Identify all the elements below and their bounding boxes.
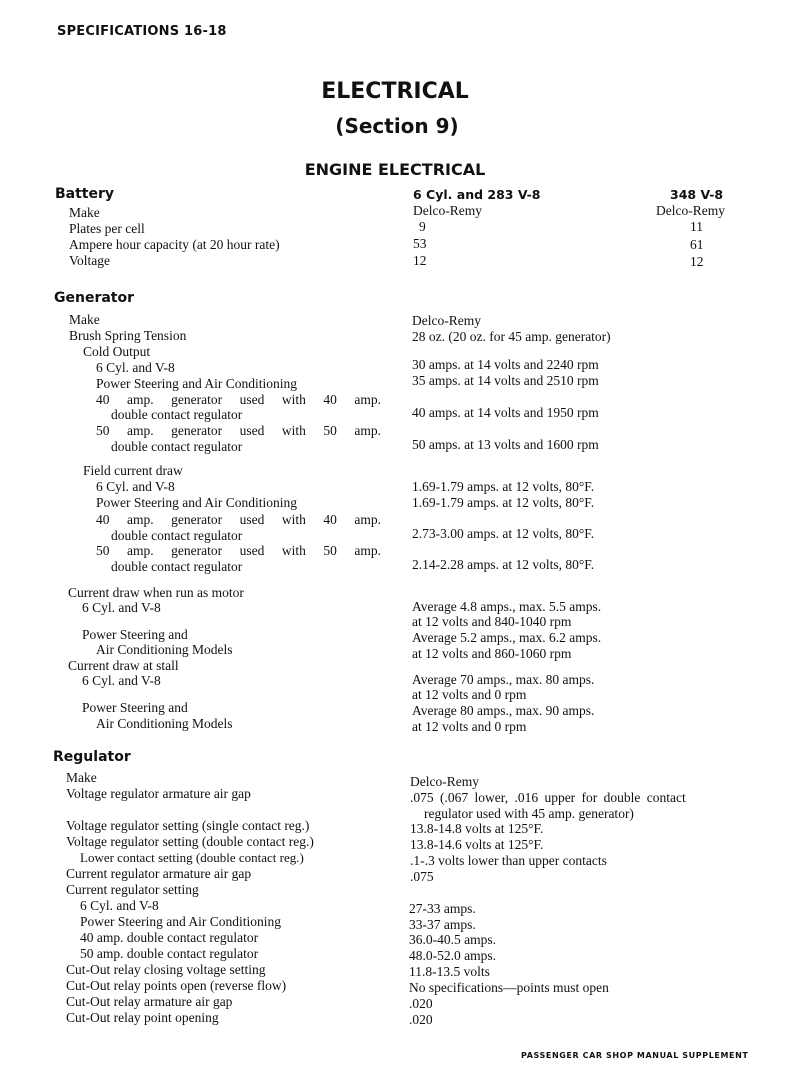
column-header-348: 348 V-8 <box>670 187 724 202</box>
battery-make-col1: Delco-Remy <box>413 203 482 218</box>
regulator-make-value: Delco-Remy <box>410 774 479 789</box>
cutout-reverse-value: No specifications—points must open <box>409 980 609 995</box>
field-current-40amp-label: 40 amp. generator used with 40 amp. <box>96 512 381 527</box>
battery-voltage-label: Voltage <box>69 253 110 268</box>
subsection-title: ENGINE ELECTRICAL <box>304 160 486 179</box>
battery-plates-label: Plates per cell <box>69 221 145 236</box>
battery-capacity-col2: 61 <box>690 237 704 252</box>
regulator-make-label: Make <box>66 770 97 785</box>
field-current-6cyl-value: 1.69-1.79 amps. at 12 volts, 80°F. <box>412 479 595 494</box>
lower-contact-label: Lower contact setting (double contact reg.) <box>80 850 304 865</box>
cold-output-40amp-label-wrap <box>96 392 381 408</box>
cutout-gap-value: .020 <box>409 996 433 1011</box>
stall-draw-ps-label2: Air Conditioning Models <box>96 716 233 731</box>
cr-setting-ps-value: 33-37 amps. <box>409 917 476 932</box>
cr-setting-50amp-label: 50 amp. double contact regulator <box>80 946 259 961</box>
cold-output-6cyl-label: 6 Cyl. and V-8 <box>96 360 175 375</box>
cr-gap-label: Current regulator armature air gap <box>66 866 252 881</box>
stall-draw-6cyl-value2: at 12 volts and 0 rpm <box>412 687 527 702</box>
battery-plates-col1: 9 <box>419 219 426 234</box>
generator-make-label: Make <box>69 312 100 327</box>
field-current-40amp-value: 2.73-3.00 amps. at 12 volts, 80°F. <box>412 526 595 541</box>
page-footer: PASSENGER CAR SHOP MANUAL SUPPLEMENT <box>521 1051 749 1060</box>
battery-make-label: Make <box>69 205 100 220</box>
motor-draw-label: Current draw when run as motor <box>68 585 244 600</box>
field-current-label: Field current draw <box>83 463 183 478</box>
brush-tension-value: 28 oz. (20 oz. for 45 amp. generator) <box>412 329 611 344</box>
cold-output-40amp-label2: double contact regulator <box>111 407 243 422</box>
motor-draw-6cyl-value2: at 12 volts and 840-1040 rpm <box>412 614 572 629</box>
motor-draw-6cyl-value: Average 4.8 amps., max. 5.5 amps. <box>412 599 602 614</box>
running-head: SPECIFICATIONS 16-18 <box>57 24 227 39</box>
cutout-opening-value: .020 <box>409 1012 433 1027</box>
cutout-opening-label: Cut-Out relay point opening <box>66 1010 219 1025</box>
battery-voltage-col1: 12 <box>413 253 427 268</box>
cold-output-6cyl-value: 30 amps. at 14 volts and 2240 rpm <box>412 357 599 372</box>
field-current-6cyl-label: 6 Cyl. and V-8 <box>96 479 175 494</box>
vr-single-value: 13.8-14.8 volts at 125°F. <box>410 821 544 836</box>
vr-gap-value: .075 (.067 lower, .016 upper for double contact <box>410 790 686 805</box>
vr-single-label: Voltage regulator setting (single contact reg.) <box>66 818 310 833</box>
cold-output-40amp-value: 40 amps. at 14 volts and 1950 rpm <box>412 405 599 420</box>
brush-tension-label: Brush Spring Tension <box>69 328 187 343</box>
cold-output-label: Cold Output <box>83 344 151 359</box>
cutout-closing-label: Cut-Out relay closing voltage setting <box>66 962 266 977</box>
section-number: (Section 9) <box>335 114 459 138</box>
field-current-50amp-label-wrap <box>96 543 381 559</box>
battery-plates-col2: 11 <box>690 219 703 234</box>
battery-voltage-col2: 12 <box>690 254 704 269</box>
cold-output-50amp-label: 50 amp. generator used with 50 amp. <box>96 423 381 438</box>
stall-draw-ps-value: Average 80 amps., max. 90 amps. <box>412 703 595 718</box>
vr-gap-label: Voltage regulator armature air gap <box>66 786 251 801</box>
generator-make-value: Delco-Remy <box>412 313 481 328</box>
column-header-6cyl-283: 6 Cyl. and 283 V-8 <box>413 187 541 202</box>
motor-draw-ps-label: Power Steering and <box>82 627 188 642</box>
cold-output-ps-label: Power Steering and Air Conditioning <box>96 376 297 391</box>
cutout-reverse-label: Cut-Out relay points open (reverse flow) <box>66 978 287 993</box>
generator-heading: Generator <box>54 290 135 306</box>
field-current-ps-label: Power Steering and Air Conditioning <box>96 495 297 510</box>
cr-setting-40amp-value: 36.0-40.5 amps. <box>409 932 496 947</box>
cold-output-50amp-label-wrap <box>96 423 381 439</box>
vr-double-value: 13.8-14.6 volts at 125°F. <box>410 837 544 852</box>
cold-output-ps-value: 35 amps. at 14 volts and 2510 rpm <box>412 373 599 388</box>
cr-gap-value: .075 <box>410 869 434 884</box>
cr-setting-50amp-value: 48.0-52.0 amps. <box>409 948 496 963</box>
motor-draw-ps-value: Average 5.2 amps., max. 6.2 amps. <box>412 630 602 645</box>
cr-setting-6cyl-value: 27-33 amps. <box>409 901 476 916</box>
cold-output-50amp-label2: double contact regulator <box>111 439 243 454</box>
vr-gap-value2: regulator used with 45 amp. generator) <box>424 806 634 821</box>
stall-draw-ps-label: Power Steering and <box>82 700 188 715</box>
cutout-closing-value: 11.8-13.5 volts <box>409 964 490 979</box>
stall-draw-ps-value2: at 12 volts and 0 rpm <box>412 719 527 734</box>
page-title: ELECTRICAL <box>321 79 469 104</box>
battery-make-col2: Delco-Remy <box>656 203 725 218</box>
field-current-40amp-label-wrap <box>96 512 381 528</box>
battery-heading: Battery <box>55 186 115 202</box>
stall-draw-label: Current draw at stall <box>68 658 179 673</box>
battery-capacity-col1: 53 <box>413 236 427 251</box>
cr-setting-label: Current regulator setting <box>66 882 199 897</box>
cutout-gap-label: Cut-Out relay armature air gap <box>66 994 233 1009</box>
motor-draw-ps-label2: Air Conditioning Models <box>96 642 233 657</box>
motor-draw-ps-value2: at 12 volts and 860-1060 rpm <box>412 646 572 661</box>
cr-setting-6cyl-label: 6 Cyl. and V-8 <box>80 898 159 913</box>
stall-draw-6cyl-label: 6 Cyl. and V-8 <box>82 673 161 688</box>
vr-double-label: Voltage regulator setting (double contact reg.) <box>66 834 314 849</box>
field-current-ps-value: 1.69-1.79 amps. at 12 volts, 80°F. <box>412 495 595 510</box>
field-current-40amp-label2: double contact regulator <box>111 528 243 543</box>
battery-capacity-label: Ampere hour capacity (at 20 hour rate) <box>69 237 280 252</box>
lower-contact-value: .1-.3 volts lower than upper contacts <box>410 853 607 868</box>
field-current-50amp-label2: double contact regulator <box>111 559 243 574</box>
cold-output-50amp-value: 50 amps. at 13 volts and 1600 rpm <box>412 437 599 452</box>
stall-draw-6cyl-value: Average 70 amps., max. 80 amps. <box>412 672 595 687</box>
regulator-heading: Regulator <box>53 749 131 765</box>
field-current-50amp-value: 2.14-2.28 amps. at 12 volts, 80°F. <box>412 557 595 572</box>
cr-setting-ps-label: Power Steering and Air Conditioning <box>80 914 281 929</box>
cr-setting-40amp-label: 40 amp. double contact regulator <box>80 930 259 945</box>
motor-draw-6cyl-label: 6 Cyl. and V-8 <box>82 600 161 615</box>
cold-output-40amp-label: 40 amp. generator used with 40 amp. <box>96 392 381 407</box>
field-current-50amp-label: 50 amp. generator used with 50 amp. <box>96 543 381 558</box>
